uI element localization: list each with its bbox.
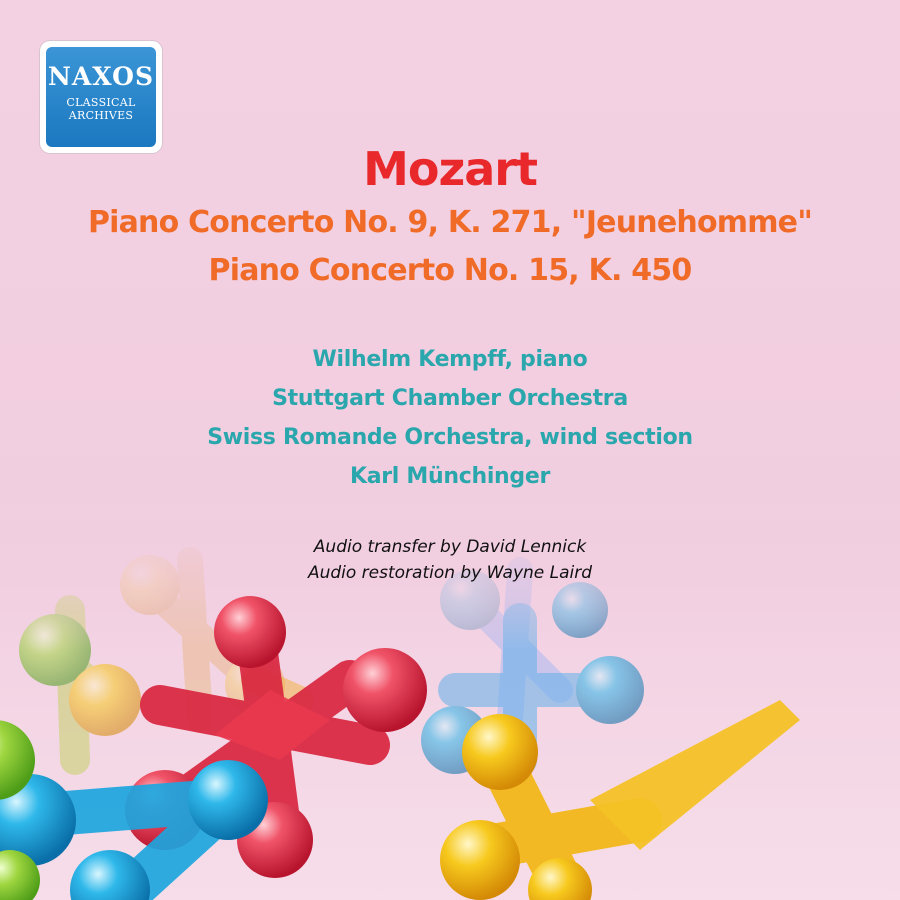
performer-line: Wilhelm Kempff, piano (312, 347, 588, 372)
performer-line: Stuttgart Chamber Orchestra (272, 386, 628, 411)
naxos-logo (40, 41, 162, 153)
credits (0, 534, 900, 586)
logo-line2: ARCHIVES (68, 109, 134, 122)
work-title: Piano Concerto No. 9, K. 271, "Jeunehomme" (87, 205, 813, 240)
credit-line: Audio transfer by David Lennick (313, 537, 587, 557)
composer-name: Mozart (363, 142, 537, 196)
logo-panel (46, 47, 156, 147)
title-block (0, 139, 900, 295)
performer-line: Karl Münchinger (349, 464, 551, 489)
performers-list (0, 340, 900, 496)
yellow-jack (440, 700, 800, 900)
logo-brand: NAXOS (47, 62, 155, 91)
performer-line: Swiss Romande Orchestra, wind section (207, 425, 693, 450)
logo-line1: CLASSICAL (66, 96, 136, 109)
credit-line: Audio restoration by Wayne Laird (307, 563, 593, 583)
work-title: Piano Concerto No. 15, K. 450 (208, 253, 692, 288)
